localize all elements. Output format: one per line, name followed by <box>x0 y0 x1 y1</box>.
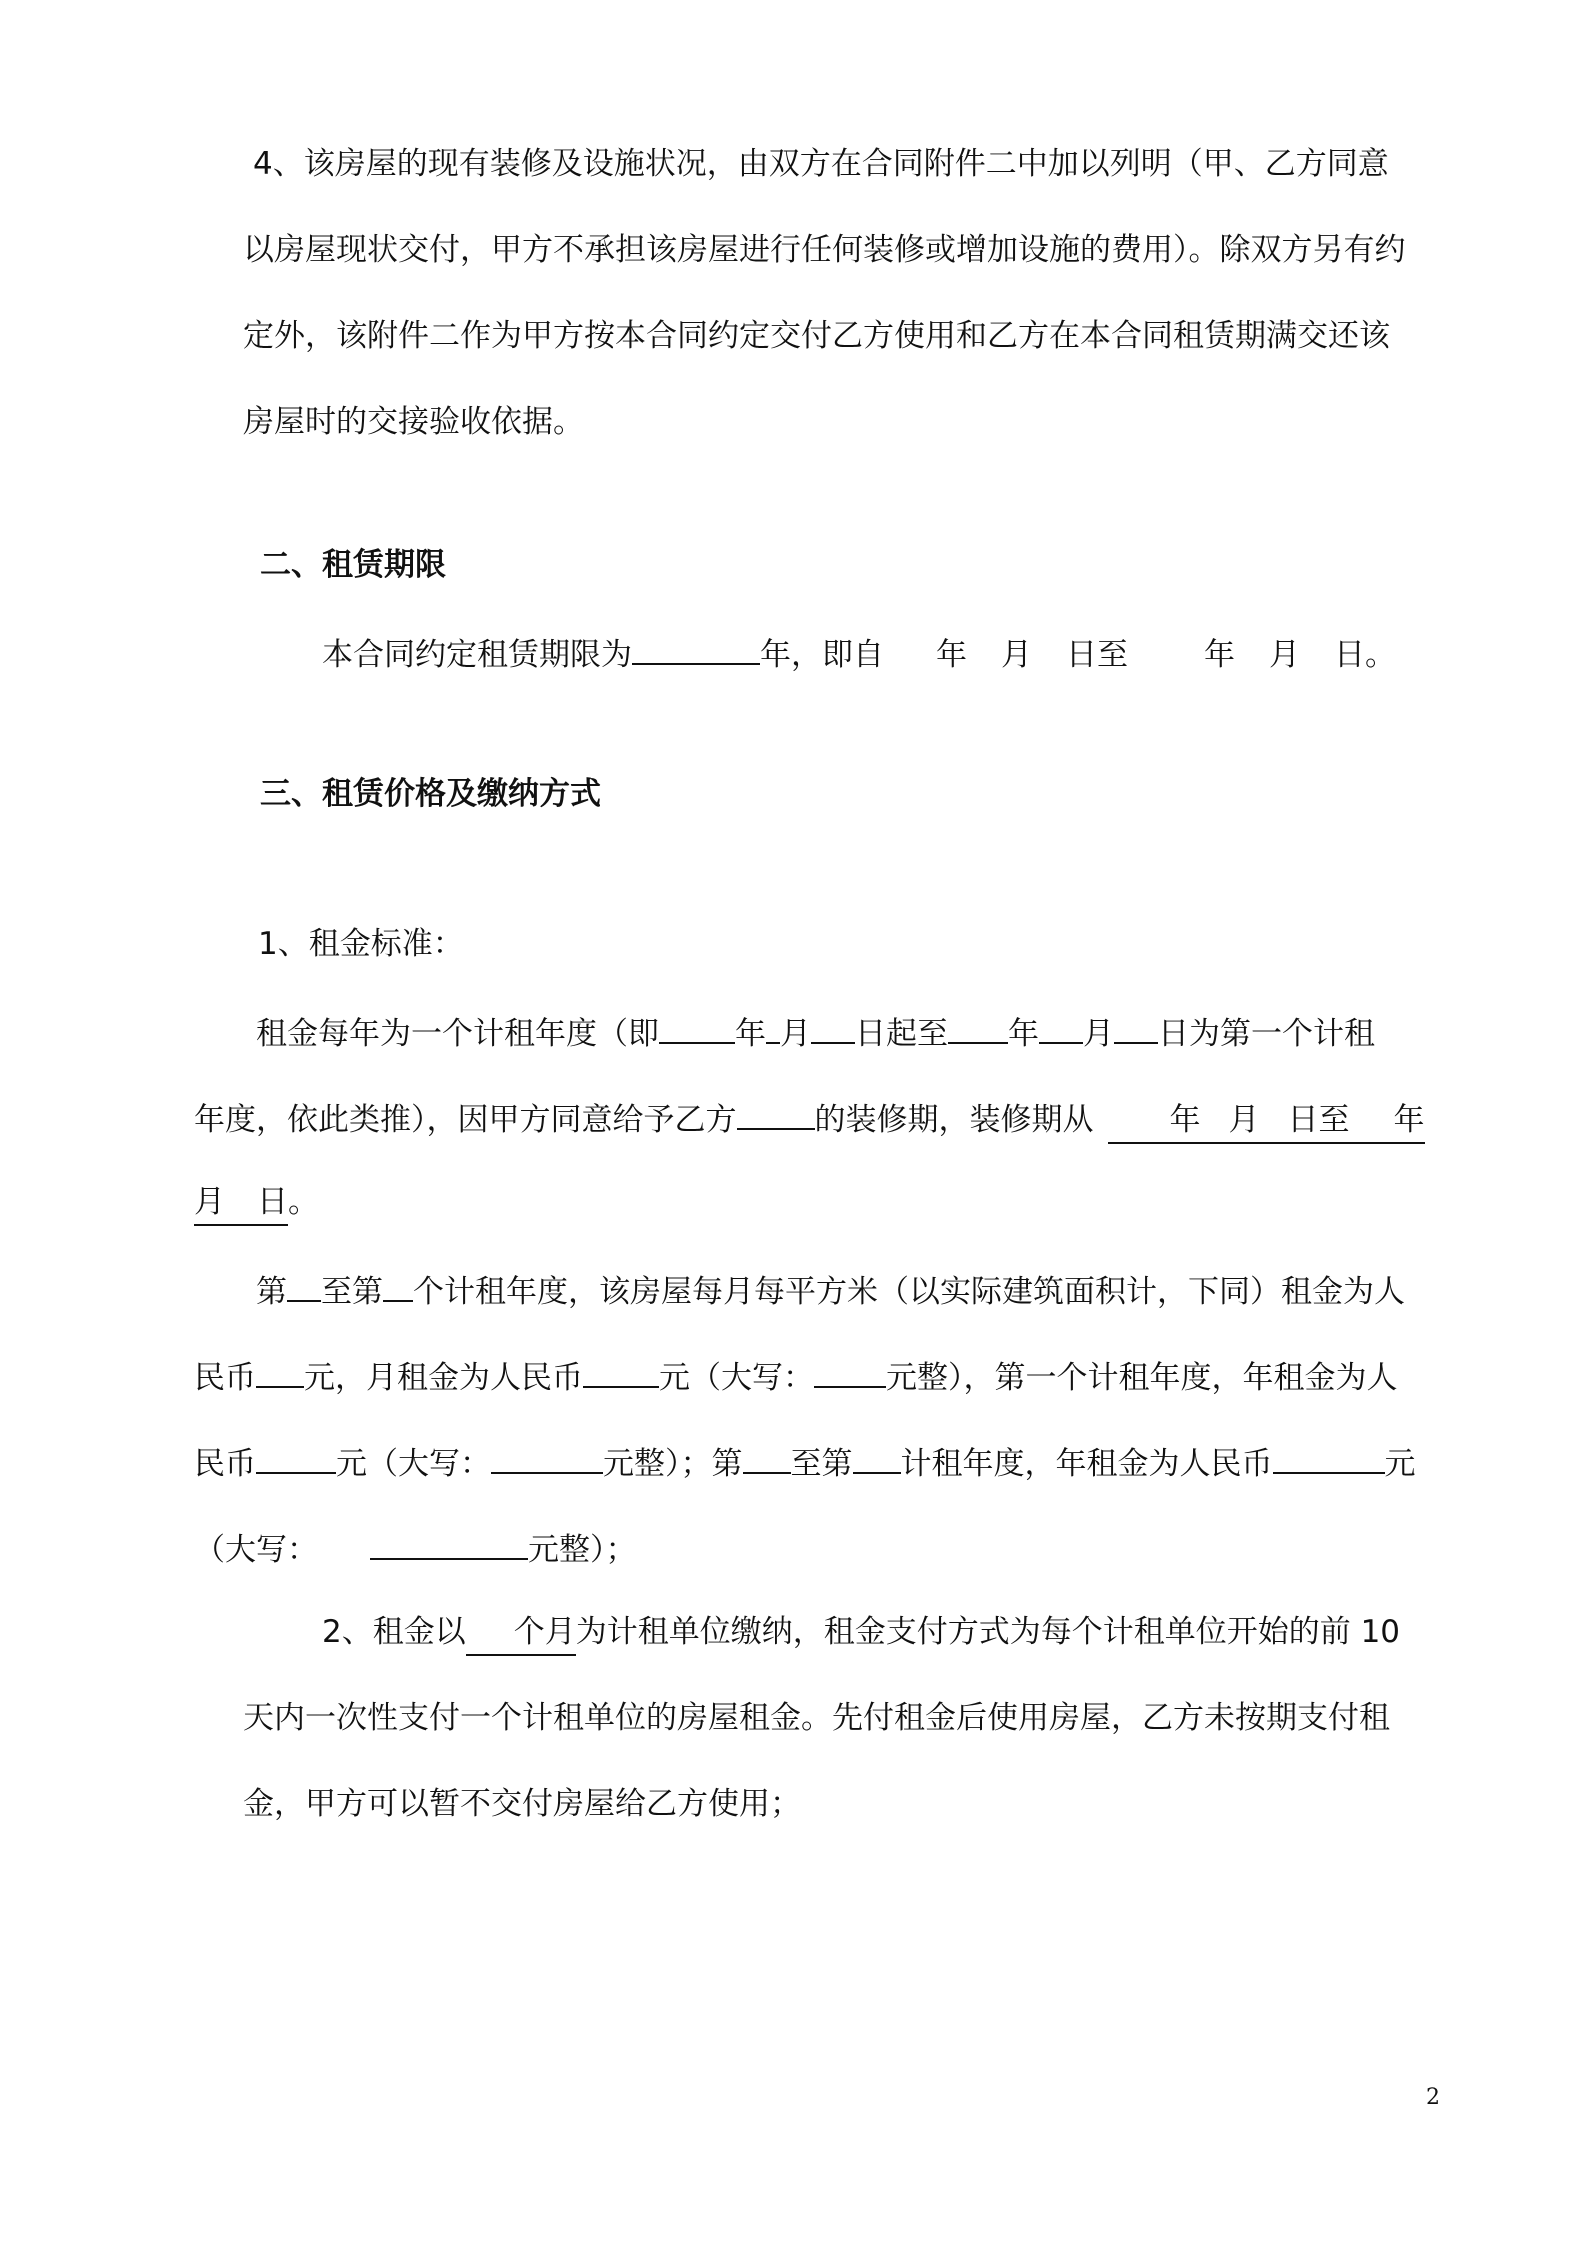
clause-4-line-1: 4、该房屋的现有装修及设施状况，由双方在合同附件二中加以列明（甲、乙方同意 <box>253 146 1389 182</box>
page-number: 2 <box>1426 2085 1440 2110</box>
rent-per-sqm-line-2: 民币 元，月租金为人民币 元（大写： 元整），第一个计租年度，年租金为人 <box>194 1352 1398 1396</box>
decoration-dates-underlined: 年 月 日至 年 <box>1108 1098 1425 1144</box>
payment-line-2: 天内一次性支付一个计租单位的房屋租金。先付租金后使用房屋，乙方未按期支付租 <box>243 1700 1390 1736</box>
payment-line-1: 2、租金以 个月为计租单位缴纳，租金支付方式为每个计租单位开始的前 10 <box>322 1610 1400 1654</box>
decoration-end-line: 月 日。 <box>194 1180 319 1224</box>
day-blank[interactable] <box>811 1008 855 1044</box>
year-blank[interactable] <box>659 1008 735 1044</box>
lease-term-line: 本合同约定租赁期限为 年，即自 年 月 日至 年 月 日。 <box>322 629 1396 673</box>
price-per-sqm-blank[interactable] <box>256 1352 304 1388</box>
section-3-heading: 三、租赁价格及缴纳方式 <box>260 776 601 812</box>
second-annual-rent-words-blank[interactable] <box>370 1524 528 1560</box>
month-blank[interactable] <box>766 1008 780 1044</box>
decoration-end-underlined: 月 日 <box>194 1180 288 1226</box>
payment-line-3: 金，甲方可以暂不交付房屋给乙方使用； <box>243 1786 801 1822</box>
clause-4-line-2: 以房屋现状交付，甲方不承担该房屋进行任何装修或增加设施的费用）。除双方另有约 <box>243 232 1406 268</box>
to-year-blank[interactable] <box>383 1266 413 1302</box>
decoration-period-blank[interactable] <box>737 1094 815 1130</box>
rent-standard-subheading: 1、租金标准： <box>258 926 464 962</box>
monthly-rent-words-blank[interactable] <box>814 1352 886 1388</box>
rent-year-line: 租金每年为一个计租年度（即 年 月 日起至 年 月 日为第一个计租 <box>256 1008 1375 1052</box>
annual-rent-blank[interactable] <box>256 1438 336 1474</box>
rent-per-sqm-line-1: 第 至第 个计租年度，该房屋每月每平方米（以实际建筑面积计，下同）租金为人 <box>256 1266 1405 1310</box>
rent-per-sqm-line-3: 民币 元（大写： 元整）；第 至第 计租年度，年租金为人民币 元 <box>194 1438 1416 1482</box>
from-year-blank[interactable] <box>287 1266 321 1302</box>
second-to-year-blank[interactable] <box>853 1438 901 1474</box>
second-annual-rent-blank[interactable] <box>1273 1438 1385 1474</box>
decoration-period-line: 年度，依此类推），因甲方同意给予乙方 的装修期，装修期从 年 月 日至 年 <box>194 1094 1425 1138</box>
clause-4-line-4: 房屋时的交接验收依据。 <box>243 404 584 440</box>
clause-4-line-3: 定外，该附件二作为甲方按本合同约定交付乙方使用和乙方在本合同租赁期满交还该 <box>243 318 1390 354</box>
term-years-blank[interactable] <box>632 629 760 665</box>
monthly-rent-blank[interactable] <box>583 1352 659 1388</box>
payment-unit-underlined: 个月 <box>466 1610 576 1656</box>
end-month-blank[interactable] <box>1039 1008 1083 1044</box>
section-2-heading: 二、租赁期限 <box>260 547 446 583</box>
end-year-blank[interactable] <box>948 1008 1008 1044</box>
rent-per-sqm-line-4: （大写： 元整）； <box>194 1524 637 1568</box>
end-day-blank[interactable] <box>1114 1008 1158 1044</box>
second-from-year-blank[interactable] <box>743 1438 791 1474</box>
annual-rent-words-blank[interactable] <box>491 1438 603 1474</box>
